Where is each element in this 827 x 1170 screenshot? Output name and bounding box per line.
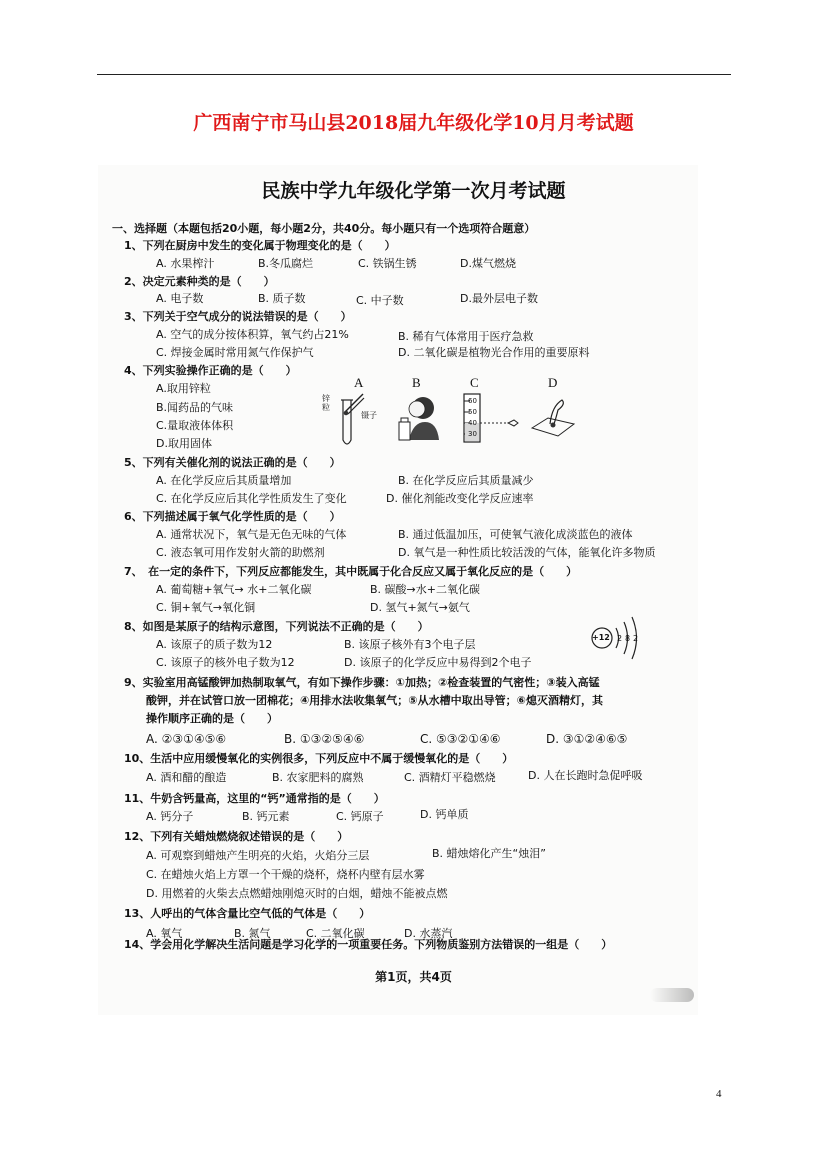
option: A. 水果榨汁 [156,257,215,270]
option: D. 用燃着的火柴去点燃蜡烛刚熄灭时的白烟，蜡烛不能被点燃 [146,887,448,900]
option: B. ①③②⑤④⑥ [284,732,365,746]
option: A. 可观察到蜡烛产生明亮的火焰，火焰分三层 [146,849,370,862]
option: A. 空气的成分按体积算，氧气约占21% [156,328,349,341]
option: D. ③①②④⑥⑤ [546,732,628,746]
option: B. 氮气 [234,927,271,940]
option: A. 电子数 [156,292,204,305]
option: C.量取液体体积 [156,419,234,432]
atom-shell-2: 8 [625,634,631,643]
taking-solid-figure [528,394,578,438]
exam-title: 民族中学九年级化学第一次月考试题 [261,180,566,202]
scan-smudge [650,988,694,1002]
option: D. 二氧化碳是植物光合作用的重要原料 [398,346,590,359]
option: C. 二氧化碳 [306,927,365,940]
question-stem: 8、如图是某原子的结构示意图，下列说法不正确的是（ ） [124,620,429,633]
option: C. 液态氧可用作发射火箭的助燃剂 [156,546,325,559]
figure-label-d: D [548,375,558,390]
figure-label-a: A [354,375,364,390]
option: B. 在化学反应后其质量减少 [398,474,534,487]
question-stem: 5、下列有关催化剂的说法正确的是（ ） [124,456,341,469]
question-stem: 酸钾，并在试管口放一团棉花；④用排水法收集氧气；⑤从水槽中取出导管；⑥熄灭酒精灯，其 [146,694,603,707]
question-stem: 操作顺序正确的是（ ） [146,712,278,725]
question-stem: 3、下列关于空气成分的说法错误的是（ ） [124,310,352,323]
document-title: 广西南宁市马山县2018届九年级化学10月月考试题 [193,112,634,134]
cylinder-tick-30: 30 [468,430,477,438]
question-stem: 6、下列描述属于氧气化学性质的是（ ） [124,510,341,523]
option: D.煤气燃烧 [460,257,516,270]
option: C. 中子数 [356,294,404,307]
cylinder-tick-50: 50 [468,408,477,416]
option: D. 催化剂能改变化学反应速率 [386,492,534,505]
option: B.冬瓜腐烂 [258,257,314,270]
option: C. 钙原子 [336,810,384,823]
figure-label-c: C [470,375,479,390]
question-stem: 14、学会用化学解决生活问题是学习化学的一项重要任务。下列物质鉴别方法错误的一组是（ ） [124,938,613,951]
option: A. 钙分子 [146,810,194,823]
question-stem: 10、生活中应用缓慢氧化的实例很多，下列反应中不属于缓慢氧化的是（ ） [124,752,514,765]
question-stem: 9、实验室用高锰酸钾加热制取氧气，有如下操作步骤：①加热；②检查装置的气密性；③装入高锰 [124,676,600,689]
question-stem: 1、下列在厨房中发生的变化属于物理变化的是（ ） [124,239,396,252]
option: D. 氧气是一种性质比较活泼的气体，能氧化许多物质 [398,546,656,559]
option: A. 在化学反应后其质量增加 [156,474,292,487]
option: D.取用固体 [156,437,212,450]
question-stem: 13、人呼出的气体含量比空气低的气体是（ ） [124,907,371,920]
option: D. 氢气+氮气→氨气 [370,601,470,614]
option: B.闻药品的气味 [156,401,234,414]
option: D. 该原子的化学反应中易得到2个电子 [344,656,532,669]
question-stem: 4、下列实验操作正确的是（ ） [124,364,297,377]
option: B. 该原子核外有3个电子层 [344,638,476,651]
question-stem: 11、牛奶含钙量高，这里的“钙”通常指的是（ ） [124,792,385,805]
option: A. ②③①④⑤⑥ [146,732,227,746]
option: C. 铁锅生锈 [358,257,417,270]
option: A. 该原子的质子数为12 [156,638,273,651]
option: D. 水蒸汽 [404,927,453,940]
option: A. 酒和醋的酿造 [146,771,227,784]
option: D. 人在长跑时急促呼吸 [528,769,643,782]
atom-shell-1: 2 [617,634,623,643]
page-number: 4 [716,1088,722,1100]
option: A. 氧气 [146,927,183,940]
smelling-figure [395,392,443,442]
tweezers-label: 镊子 [361,411,377,420]
section-heading: 一、选择题（本题包括20小题，每小题2分，共40分。每小题只有一个选项符合题意） [112,222,536,235]
option: B. 通过低温加压，可使氧气液化成淡蓝色的液体 [398,528,633,541]
option: B. 农家肥料的腐熟 [272,771,364,784]
option: A.取用锌粒 [156,382,211,395]
test-tube-tweezers-figure [335,392,365,450]
option: B. 稀有气体常用于医疗急救 [398,330,534,343]
cylinder-tick-40: 40 [468,419,477,427]
question-stem: 12、下列有关蜡烛燃烧叙述错误的是（ ） [124,830,349,843]
zinc-label: 锌粒 [322,394,330,412]
option: C. 焊接金属时常用氮气作保护气 [156,346,314,359]
option: C. 铜+氧气→氧化铜 [156,601,256,614]
option: C. 在蜡烛火焰上方罩一个干燥的烧杯，烧杯内壁有层水雾 [146,868,425,881]
option: B. 钙元素 [242,810,290,823]
option: B. 碳酸→水+二氧化碳 [370,583,480,596]
option: D.最外层电子数 [460,292,538,305]
option: D. 钙单质 [420,808,469,821]
header-rule [97,74,731,75]
question-stem: 7、 在一定的条件下，下列反应都能发生，其中既属于化合反应又属于氧化反应的是（ ） [124,565,578,578]
cylinder-tick-60: 60 [468,397,477,405]
option: B. 蜡烛熔化产生“烛泪” [432,847,546,860]
option: A. 通常状况下，氧气是无色无味的气体 [156,528,347,541]
option: C. 该原子的核外电子数为12 [156,656,295,669]
option: C. ⑤③②①④⑥ [420,732,501,746]
atom-nucleus-charge: +12 [592,633,610,642]
question-stem: 2、决定元素种类的是（ ） [124,275,275,288]
page-footer: 第1页，共4页 [375,970,452,984]
option: C. 在化学反应后其化学性质发生了变化 [156,492,347,505]
atom-shell-3: 2 [633,634,639,643]
option: A. 葡萄糖+氧气→ 水+二氧化碳 [156,583,312,596]
figure-label-b: B [412,375,421,390]
option: C. 酒精灯平稳燃烧 [404,771,496,784]
option: B. 质子数 [258,292,306,305]
